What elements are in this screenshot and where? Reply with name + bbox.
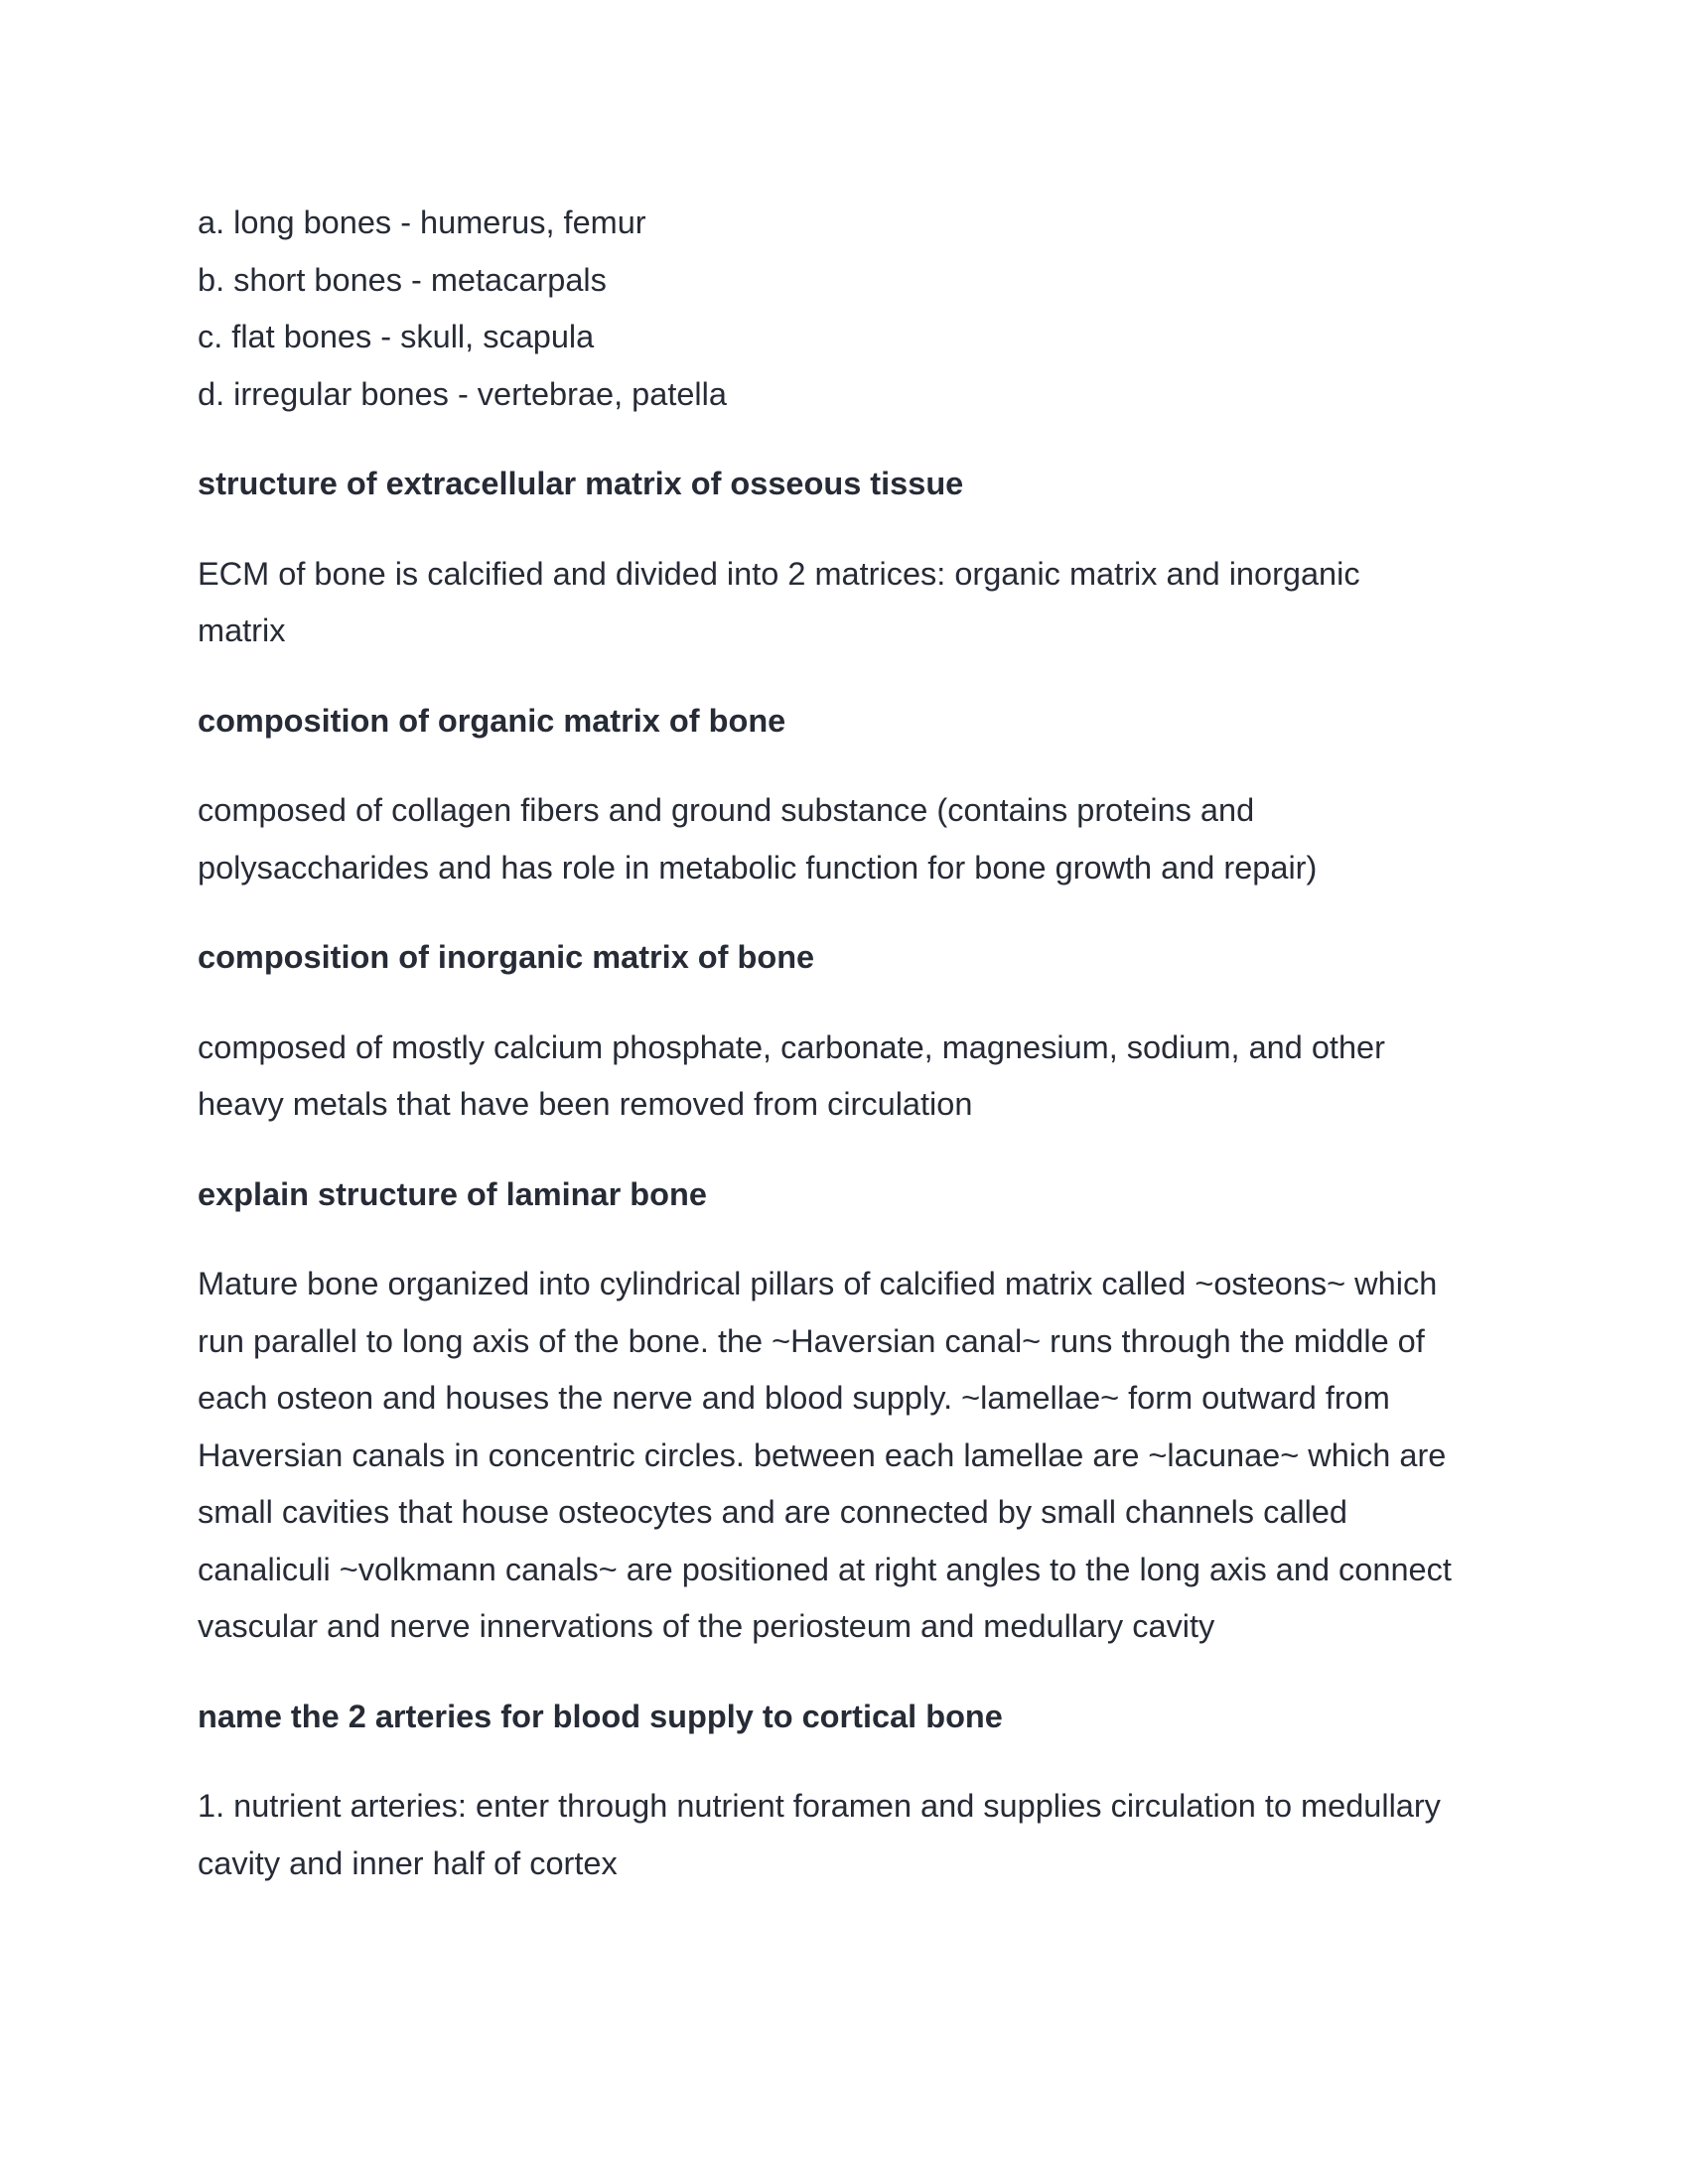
section-organic-matrix [198, 693, 1508, 897]
list-item: b. short bones - metacarpals [198, 261, 607, 298]
section-laminar-bone [198, 1166, 1508, 1656]
answer-line: composed of mostly calcium phosphate, carbonate, magnesium, sodium, and other [198, 1028, 1385, 1065]
section-cortical-arteries [198, 1689, 1508, 1893]
answer-line: run parallel to long axis of the bone. the ~Haversian canal~ runs through the middle of [198, 1322, 1425, 1359]
answer-line: matrix [198, 613, 286, 648]
answer-line: composed of collagen fibers and ground substance (contains proteins and [198, 792, 1255, 828]
answer-paragraph [198, 1778, 1508, 1892]
question-heading: composition of inorganic matrix of bone [198, 939, 815, 975]
question-heading: structure of extracellular matrix of osseous tissue [198, 466, 964, 501]
answer-line: heavy metals that have been removed from circulation [198, 1086, 973, 1122]
question-heading: name the 2 arteries for blood supply to cortical bone [198, 1698, 1003, 1734]
answer-line: canaliculi ~volkmann canals~ are positioned at right angles to the long axis and connect [198, 1551, 1452, 1587]
section-ecm-structure [198, 456, 1508, 660]
section-inorganic-matrix [198, 929, 1508, 1134]
list-item: a. long bones - humerus, femur [198, 205, 646, 240]
answer-line: small cavities that house osteocytes and are connected by small channels called [198, 1494, 1348, 1530]
document-page [198, 195, 1508, 1925]
answer-line: Haversian canals in concentric circles. between each lamellae are ~lacunae~ which are [198, 1436, 1447, 1473]
answer-paragraph [198, 1256, 1508, 1656]
answer-line: each osteon and houses the nerve and blood supply. ~lamellae~ form outward from [198, 1380, 1390, 1416]
answer-line: polysaccharides and has role in metabolic function for bone growth and repair) [198, 849, 1318, 886]
list-item: d. irregular bones - vertebrae, patella [198, 375, 727, 412]
list-item: c. flat bones - skull, scapula [198, 319, 595, 354]
answer-paragraph [198, 782, 1508, 896]
question-heading: explain structure of laminar bone [198, 1175, 707, 1212]
answer-line: 1. nutrient arteries: enter through nutrient foramen and supplies circulation to medullary [198, 1788, 1441, 1824]
answer-line: cavity and inner half of cortex [198, 1844, 618, 1881]
answer-paragraph [198, 546, 1508, 660]
answer-paragraph [198, 1020, 1508, 1134]
bone-types-list [198, 195, 1508, 423]
question-heading: composition of organic matrix of bone [198, 702, 786, 739]
answer-line: vascular and nerve innervations of the periosteum and medullary cavity [198, 1608, 1215, 1644]
answer-line: ECM of bone is calcified and divided into 2 matrices: organic matrix and inorganic [198, 555, 1360, 592]
answer-line: Mature bone organized into cylindrical pillars of calcified matrix called ~osteons~ which [198, 1266, 1438, 1301]
